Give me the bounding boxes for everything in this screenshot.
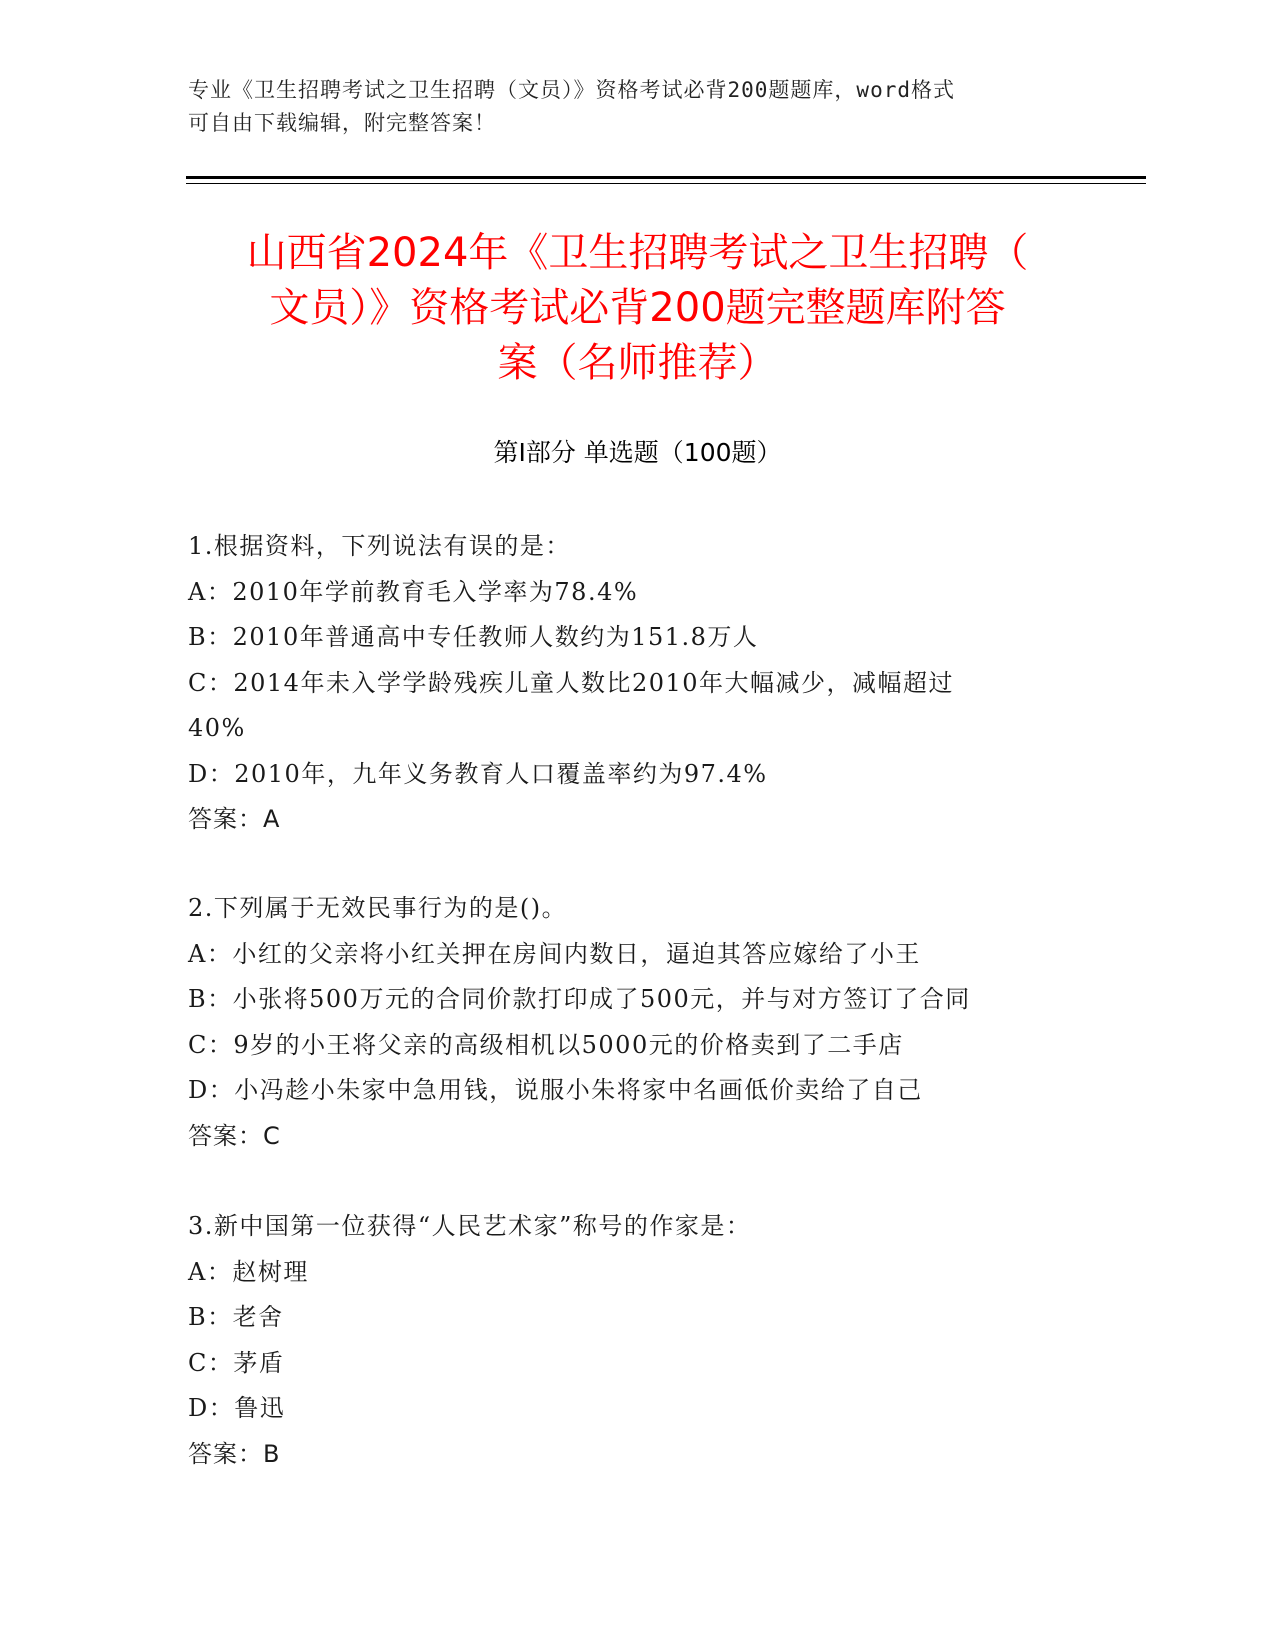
option-b: B：小张将500万元的合同价款打印成了500元，并与对方签订了合同 bbox=[188, 985, 971, 1013]
section-title: 第Ⅰ部分 单选题（100题） bbox=[493, 438, 782, 467]
document-title-line-2: 文员）》资格考试必背200题完整题库附答 bbox=[269, 285, 1006, 331]
header-rule-thick bbox=[186, 176, 1146, 179]
question-1 bbox=[188, 524, 1088, 843]
question-3 bbox=[188, 1204, 1088, 1477]
document-title-line-3: 案（名师推荐） bbox=[497, 340, 778, 386]
option-b: B：老舍 bbox=[188, 1303, 284, 1331]
answer: 答案：B bbox=[188, 1439, 281, 1468]
header-note-line-2: 可自由下载编辑，附完整答案！ bbox=[188, 111, 496, 135]
option-c: C：9岁的小王将父亲的高级相机以5000元的价格卖到了二手店 bbox=[188, 1030, 904, 1059]
header-rule-thin bbox=[186, 183, 1146, 184]
header-note bbox=[188, 74, 1088, 140]
option-b: B：2010年普通高中专任教师人数约为151.8万人 bbox=[188, 623, 759, 651]
question-stem: 1.根据资料，下列说法有误的是： bbox=[188, 532, 571, 560]
option-d: D：小冯趁小朱家中急用钱，说服小朱将家中名画低价卖给了自己 bbox=[188, 1076, 923, 1104]
option-d: D：2010年，九年义务教育人口覆盖率约为97.4% bbox=[188, 759, 768, 788]
question-stem: 2.下列属于无效民事行为的是()。 bbox=[188, 894, 568, 922]
option-c: C：2014年未入学学龄残疾儿童人数比2010年大幅减少，减幅超过 bbox=[188, 668, 955, 697]
document-title-line-1: 山西省2024年《卫生招聘考试之卫生招聘（ bbox=[246, 230, 1029, 276]
option-a: A：小红的父亲将小红关押在房间内数日，逼迫其答应嫁给了小王 bbox=[188, 939, 921, 968]
answer: 答案：A bbox=[188, 805, 281, 833]
question-2 bbox=[188, 886, 1088, 1159]
option-c: C：茅盾 bbox=[188, 1348, 285, 1377]
header-note-line-1: 专业《卫生招聘考试之卫生招聘（文员）》资格考试必背200题题库，word格式 bbox=[188, 78, 955, 102]
option-d: D：鲁迅 bbox=[188, 1394, 286, 1422]
question-stem: 3.新中国第一位获得“人民艺术家”称号的作家是： bbox=[188, 1212, 752, 1240]
option-a: A：赵树理 bbox=[188, 1257, 309, 1286]
document-title bbox=[150, 226, 1125, 391]
answer: 答案：C bbox=[188, 1121, 281, 1150]
option-c-continued: 40% bbox=[188, 714, 246, 742]
option-a: A：2010年学前教育毛入学率为78.4% bbox=[188, 577, 639, 606]
